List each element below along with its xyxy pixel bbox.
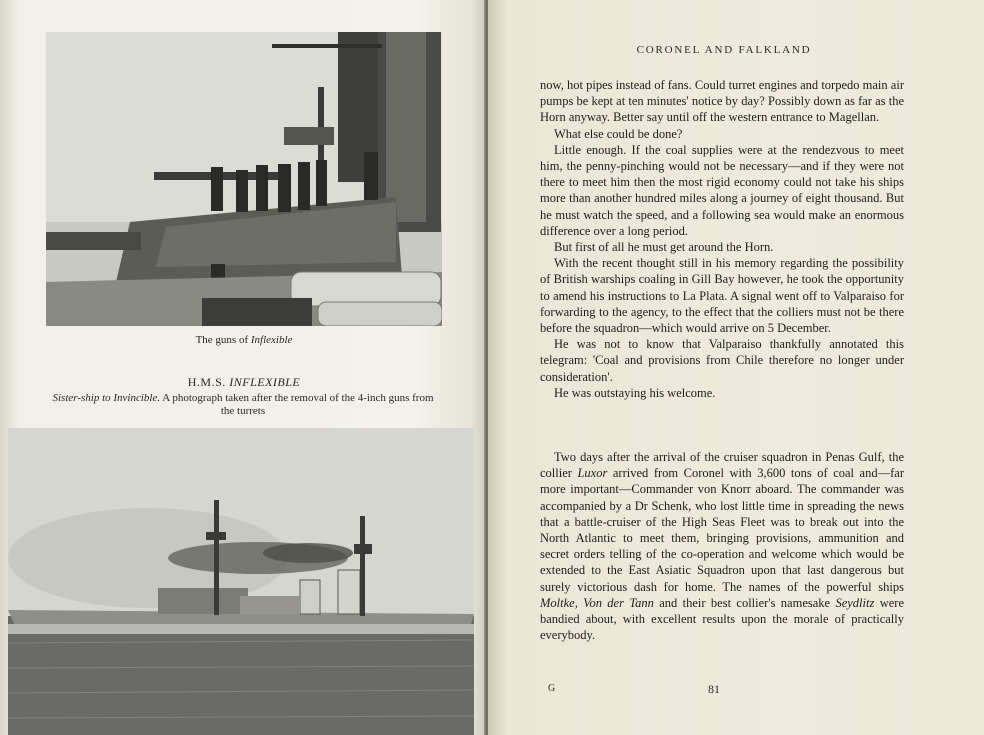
paragraph: Little enough. If the coal supplies were at the rendezvous to meet him, the penny-pinching would not be necessary—and if they were not there to meet him then the most rigid economy could not take his ships more than another hundred miles along a journey of eight thousand. But he must watch the speed, and a following sea would make an enormous difference over a long period. — [540, 142, 904, 238]
paragraph: But first of all he must get around the Horn. — [554, 240, 774, 255]
ship-photo-drawing — [8, 428, 474, 735]
caption-ship-title — [46, 375, 442, 390]
signature-mark: G — [548, 683, 556, 694]
paragraph-section-break — [540, 449, 904, 643]
caption-guns-ship: Inflexible — [250, 334, 293, 346]
running-head: CORONEL AND FALKLAND — [636, 44, 812, 56]
caption-ship-description — [50, 392, 436, 418]
paragraph: With the recent thought still in his memory regarding the possibility of British warships coaling in Gill Bay however, he took the opportunity to amend his instructions to La Plata. A signal went off to Valparaiso for forwarding to the agency, to the effect that the colliers must not be there before the squadron—which would arrive on 5 December. — [540, 256, 904, 336]
caption-guns-text: The guns of — [195, 334, 251, 346]
paragraph: He was outstaying his welcome. — [554, 385, 716, 400]
guns-photo-drawing — [46, 32, 442, 326]
paragraph: now, hot pipes instead of fans. Could turret engines and torpedo main air pumps be kept at ten minutes' notice by day? Possibly down as far as the Horn anyway. Better say until off the western entrance to Magellan. — [540, 78, 904, 125]
para-text: arrived from Coronel with 3,600 tons of coal and—far more important—Commander von Knorr aboard. The commander was accompanied by a Dr Schenk, who lost little time in spreading the news that a battle-cruiser of the High Seas Fleet was to break out into the North Atlantic to meet them, bringing provisions, ammunition and secret orders telling of the co-operation and welcome which would be extended to the East Asiatic Squadron upon that last dangerous but surely victorious dash for home. The names of the powerful ships — [540, 466, 904, 594]
para-text: were bandied about, with excellent results upon the morale of practically everybody. — [540, 595, 904, 643]
photo-guns-of-inflexible — [46, 32, 442, 326]
text-block-bottom — [540, 449, 904, 643]
ship-name-seydlitz: Seydlitz — [835, 595, 875, 610]
ship-name-luxor: Luxor — [577, 466, 608, 481]
photo-hms-inflexible — [8, 428, 474, 735]
paragraph: What else could be done? — [554, 126, 683, 141]
para-text: and their best collier's namesake — [653, 595, 836, 610]
caption-ship-prefix: H.M.S. — [187, 375, 230, 389]
para-text: Two days after the arrival of the cruiser squadron in Penas Gulf, the collier — [540, 450, 904, 481]
paragraph: He was not to know that Valparaiso thankfully annotated this telegram: 'Coal and provisions from Chile therefore no longer under consideration'. — [540, 337, 904, 384]
caption-ship-detail: A photograph taken after the removal of the 4-inch guns from the turrets — [160, 392, 434, 417]
page-number: 81 — [708, 682, 720, 696]
caption-guns — [46, 334, 442, 346]
left-page — [0, 0, 486, 735]
caption-ship-name: INFLEXIBLE — [229, 375, 301, 389]
caption-ship-sister: Sister-ship to Invincible. — [52, 392, 161, 404]
text-block-top — [540, 77, 904, 401]
ship-names-moltke-vondertann: Moltke, Von der Tann — [540, 595, 654, 610]
